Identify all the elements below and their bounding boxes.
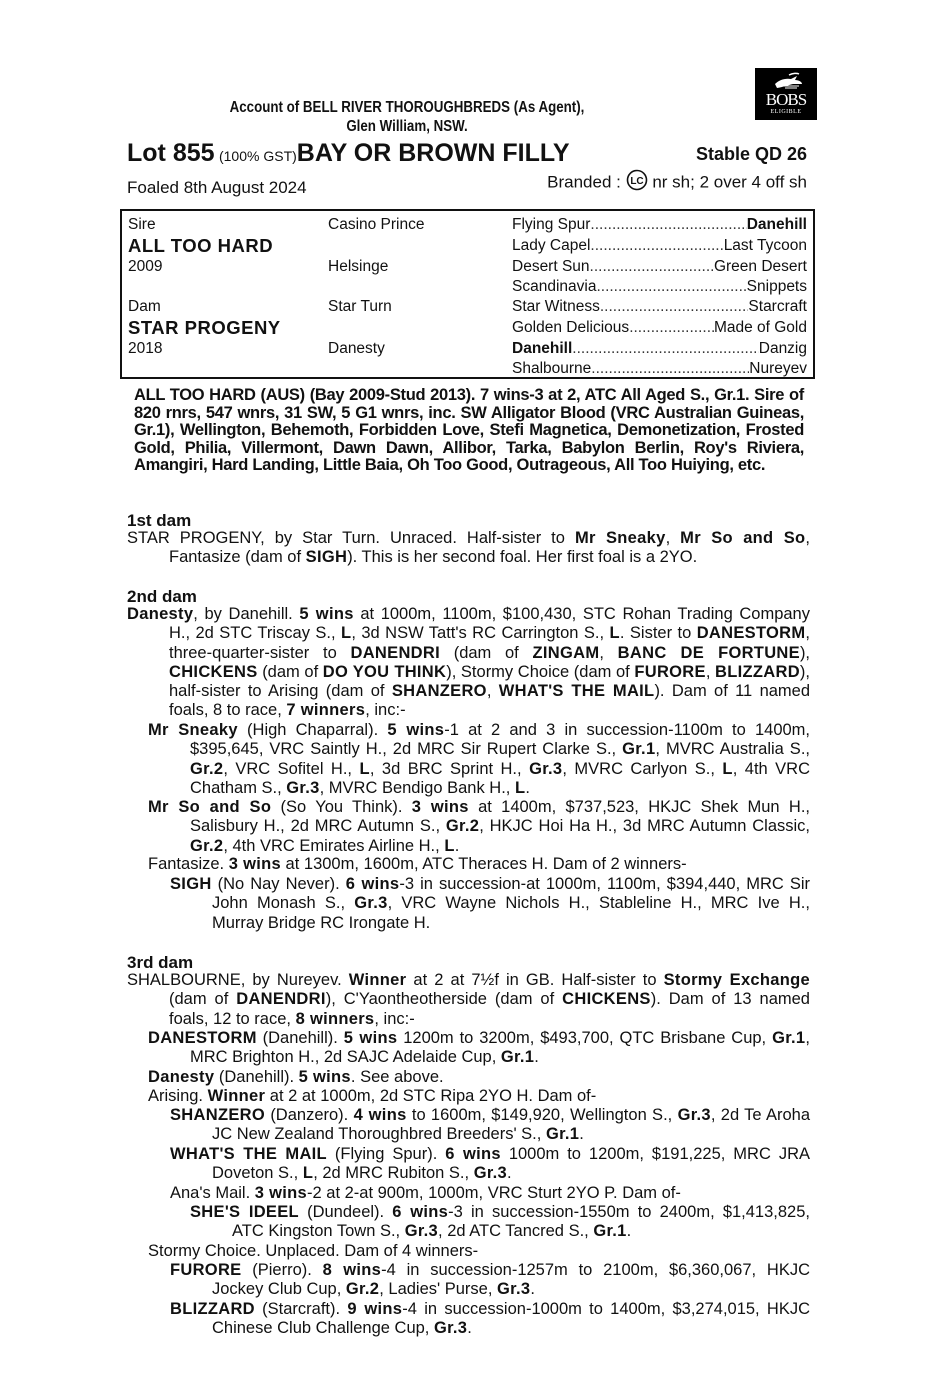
- bold-run: ZINGAM: [532, 643, 600, 662]
- lc-brand-icon: [626, 169, 648, 191]
- text-run: , HKJC Hoi Ha H., 3d MRC Autumn Classic,: [479, 817, 810, 836]
- text-run: (Pierro).: [241, 1261, 323, 1279]
- bold-run: 3 wins: [254, 1184, 308, 1202]
- grandparent-right: Danzig: [758, 340, 807, 357]
- grandparent-right: Starcraft: [748, 298, 807, 315]
- produce-record: [170, 1184, 810, 1203]
- text-run: at 1000m, 1100m, $100,430, STC Rohan Trading Company H., 2d STC Triscay S.,: [169, 605, 810, 643]
- sire-dam: Helsinge: [328, 258, 389, 275]
- foaled-date: Foaled 8th August 2024: [127, 178, 307, 197]
- text-run: .: [467, 1319, 472, 1338]
- bold-run: Mr Sneaky: [148, 721, 238, 739]
- bold-run: L: [722, 759, 733, 778]
- sire-biography: ALL TOO HARD (AUS) (Bay 2009-Stud 2013). 7 wins-3 at 2, ATC All Aged S., Gr.1. Sire of 820 rnrs, 547 wnrs, 31 SW, 5 G1 wnrs, inc. SW Alligator Blood (VRC Australian Guineas, Gr.1), Wellington, Behemoth, Forbidden Love, Stefi Magnetica, Demonetization, Frosted Gold, Philia, Villermont, Dawn Dawn, Allibor, Tarka, Babylon Berlin, Roy's Riviera, Amangiri, Hard Landing, Little Baia, Oh Too Good, Outrageous, All Too Huiying, etc.: [134, 386, 804, 474]
- bobs-eligible-logo: [755, 68, 817, 120]
- bold-run: Danesty: [127, 605, 194, 623]
- logo-subtext: ELIGIBLE: [770, 109, 802, 115]
- bold-run: 8 winners: [295, 1009, 375, 1028]
- bold-run: L: [444, 836, 455, 855]
- first-dam-heading: 1st dam: [127, 511, 192, 530]
- bold-run: Danesty: [148, 1068, 215, 1086]
- text-run: (Dundeel).: [298, 1203, 393, 1221]
- bold-run: WHAT'S THE MAIL: [170, 1145, 327, 1163]
- produce-record: [148, 1242, 810, 1261]
- text-run: Ana's Mail.: [170, 1184, 255, 1202]
- text-run: , MVRC Australia S.,: [655, 740, 810, 759]
- text-run: .: [507, 1164, 512, 1183]
- bold-run: Gr.1: [622, 740, 656, 759]
- bold-run: SIGH: [305, 548, 348, 567]
- logo-text: BOBS: [765, 90, 807, 109]
- bold-run: SHE'S IDEEL: [190, 1203, 299, 1221]
- dam-sire: Star Turn: [328, 298, 392, 315]
- bold-run: DO YOU THINK: [322, 662, 447, 681]
- first-dam-text: [127, 529, 810, 568]
- bold-run: SHANZERO: [391, 682, 487, 701]
- produce-record: [148, 1087, 810, 1106]
- bold-run: L: [514, 778, 526, 797]
- consigner-line-1: Account of BELL RIVER THOROUGHBREDS (As Agent),: [229, 99, 585, 116]
- bold-run: DANENDRI: [350, 643, 440, 662]
- grandparent-right: Nureyev: [749, 360, 807, 377]
- bold-run: DANESTORM: [148, 1029, 257, 1047]
- bold-run: DANESTORM: [696, 624, 806, 643]
- stable-location: Stable QD 26: [695, 144, 807, 164]
- text-run: . Sister to: [619, 624, 697, 643]
- text-run: ). Dam of 11 named foals, 8 to race,: [169, 682, 811, 720]
- bold-run: CHICKENS: [562, 990, 651, 1009]
- grandparent-row: [512, 339, 807, 359]
- bold-run: 7 winners: [286, 701, 366, 720]
- text-run: , 2d Te Aroha JC New Zealand Thoroughbred Breeders' S.,: [212, 1106, 811, 1144]
- sire-year: 2009: [128, 258, 163, 275]
- text-run: -3 in succession-1550m to 2400m, $1,413,825, ATC Kingston Town S.,: [232, 1203, 810, 1241]
- text-run: ,: [599, 643, 618, 662]
- grandparent-right: Danehill: [746, 216, 807, 233]
- grandparent-left: Golden Delicious: [512, 319, 630, 336]
- text-run: (dam of: [257, 662, 323, 681]
- text-run: (Flying Spur).: [326, 1145, 446, 1163]
- text-run: .: [454, 836, 460, 855]
- grandparent-row: [512, 215, 807, 235]
- bold-run: Gr.3: [497, 1280, 531, 1299]
- text-run: at 1300m, 1600m, ATC Theraces H. Dam of 2 winners-: [280, 855, 687, 873]
- text-run: . See above.: [350, 1068, 444, 1086]
- text-run: , MRC Brighton H., 2d SAJC Adelaide Cup,: [190, 1029, 810, 1067]
- dam-year: 2018: [128, 340, 163, 357]
- text-run: , three-quarter-sister to: [169, 624, 811, 662]
- bold-run: BLIZZARD: [170, 1300, 255, 1318]
- text-run: 1000m to 1200m, $191,225, MRC JRA Doveton S.,: [212, 1145, 810, 1183]
- bold-run: Stormy Exchange: [663, 971, 810, 989]
- text-run: (High Chaparral).: [237, 721, 388, 739]
- bold-run: Gr.2: [190, 759, 224, 778]
- text-run: ,: [486, 682, 499, 701]
- grandparent-row: [512, 297, 807, 317]
- bold-run: Winner: [207, 1087, 266, 1105]
- grandparent-left: Scandinavia: [512, 278, 597, 295]
- produce-record: [148, 855, 810, 874]
- text-run: at 1400m, $737,523, HKJC Shek Mun H., Salisbury H., 2d MRC Autumn S.,: [190, 798, 810, 836]
- bold-run: L: [609, 624, 620, 643]
- bold-run: WHAT'S THE MAIL: [498, 682, 655, 701]
- grandparent-row: [512, 236, 807, 256]
- produce-record: [170, 875, 810, 933]
- text-run: ). This is her second foal. Her first foal is a 2YO.: [347, 548, 698, 567]
- lot-line: [127, 139, 810, 169]
- bold-run: Gr.2: [190, 836, 224, 855]
- text-run: ), Stormy Choice (dam of: [446, 662, 635, 681]
- grandparent-right: Snippets: [746, 278, 807, 295]
- text-run: , inc:-: [365, 701, 406, 720]
- text-run: (So You Think).: [271, 798, 412, 816]
- second-dam-heading: 2nd dam: [127, 587, 197, 606]
- text-run: to 1600m, $149,920, Wellington S.,: [406, 1106, 678, 1124]
- bold-run: Gr.1: [772, 1029, 806, 1047]
- bold-run: L: [340, 624, 352, 643]
- consigner-line-2: Glen William, NSW.: [346, 118, 468, 135]
- text-run: -2 at 2-at 900m, 1000m, VRC Sturt 2YO P. Dam of-: [307, 1184, 681, 1202]
- text-run: .: [626, 1222, 632, 1241]
- bold-run: FURORE: [634, 662, 706, 681]
- bold-run: Mr Sneaky: [574, 529, 666, 547]
- text-run: , Ladies' Purse,: [379, 1280, 498, 1299]
- text-run: , 4th VRC Emirates Airline H.,: [223, 836, 445, 855]
- dam-label: Dam: [128, 298, 161, 315]
- bold-run: 5 wins: [387, 721, 445, 739]
- bold-run: 5 wins: [298, 1068, 351, 1086]
- bold-run: Gr.2: [445, 817, 480, 836]
- text-run: ,: [705, 662, 716, 681]
- bold-run: 4 wins: [353, 1106, 407, 1124]
- bold-run: SIGH: [170, 875, 212, 893]
- text-run: (Danehill).: [256, 1029, 344, 1047]
- text-run: -4 in succession-1000m to 1400m, $3,274,015, HKJC Chinese Club Challenge Cup,: [212, 1300, 810, 1338]
- text-run: (Danzero).: [265, 1106, 354, 1124]
- text-run: , 2d MRC Rubiton S.,: [313, 1164, 474, 1183]
- text-run: , 3d BRC Sprint H.,: [369, 759, 530, 778]
- text-run: , 4th VRC Chatham S.,: [190, 759, 810, 797]
- lot-description: BAY OR BROWN FILLY: [296, 139, 570, 167]
- text-run: .: [525, 778, 530, 797]
- text-run: , VRC Sofitel H.,: [223, 759, 360, 778]
- produce-record: [148, 1029, 810, 1068]
- text-run: at 2 at 7½f in GB. Half-sister to: [406, 971, 664, 989]
- consigner: [166, 98, 648, 136]
- bold-run: Gr.3: [529, 759, 563, 778]
- sire-name: ALL TOO HARD: [128, 235, 274, 256]
- grandparent-right: Last Tycoon: [723, 237, 807, 254]
- text-run: (Danehill).: [214, 1068, 299, 1086]
- horse-head-icon: [769, 72, 803, 92]
- text-run: STAR PROGENY, by Star Turn. Unraced. Half-sister to: [127, 529, 575, 547]
- grandparent-row: [512, 277, 807, 297]
- bold-run: 5 wins: [343, 1029, 398, 1047]
- text-run: (dam of: [169, 990, 237, 1009]
- text-run: , by Danehill.: [193, 605, 300, 623]
- text-run: , 3d NSW Tatt's RC Carrington S.,: [351, 624, 610, 643]
- gst-note: (100% GST): [218, 148, 297, 164]
- produce-record: [148, 721, 810, 798]
- grandparent-left: Star Witness: [512, 298, 600, 315]
- text-run: , inc:-: [374, 1009, 415, 1028]
- grandparent-left: Flying Spur: [512, 216, 591, 233]
- grandparent-row: [512, 359, 807, 379]
- text-run: (dam of: [439, 643, 533, 662]
- bold-run: Gr.3: [473, 1164, 507, 1183]
- produce-record: [190, 1203, 810, 1242]
- text-run: .: [530, 1280, 535, 1299]
- third-dam-heading: 3rd dam: [127, 953, 194, 972]
- text-run: Stormy Choice. Unplaced. Dam of 4 winners-: [148, 1242, 479, 1260]
- text-run: , MVRC Bendigo Bank H.,: [319, 778, 515, 797]
- produce-record: [170, 1300, 810, 1339]
- grandparent-row: [512, 257, 807, 277]
- text-run: -4 in succession-1257m to 2100m, $6,360,067, HKJC Jockey Club Cup,: [212, 1261, 810, 1299]
- pedigree-table: [120, 209, 815, 379]
- bold-run: Gr.3: [354, 894, 388, 913]
- bold-run: 6 wins: [345, 875, 400, 893]
- text-run: Fantasize.: [148, 855, 229, 873]
- produce-record: [170, 1145, 810, 1184]
- bold-run: Mr So and So: [680, 529, 806, 547]
- produce-record: [148, 1068, 810, 1087]
- text-run: ), half-sister to Arising (dam of: [169, 662, 811, 701]
- bold-run: 3 wins: [228, 855, 281, 873]
- bold-run: 9 wins: [347, 1300, 403, 1318]
- bold-run: FURORE: [170, 1261, 242, 1279]
- bold-run: L: [302, 1164, 314, 1183]
- bold-run: Gr.1: [593, 1222, 627, 1241]
- bold-run: Gr.1: [545, 1125, 580, 1144]
- text-run: .: [534, 1048, 539, 1067]
- branded-text: nr sh; 2 over 4 off sh: [652, 172, 807, 192]
- text-run: , VRC Wayne Nichols H., Stableline H., MRC Ive H., Murray Bridge RC Irongate H.: [212, 894, 810, 932]
- bold-run: BLIZZARD: [715, 662, 800, 681]
- bold-run: Gr.1: [500, 1048, 535, 1067]
- grandparent-left: Lady Capel: [512, 237, 591, 254]
- text-run: 1200m to 3200m, $493,700, QTC Brisbane Cup,: [397, 1029, 773, 1047]
- produce-record: [127, 605, 810, 721]
- svg-text:LC: LC: [629, 176, 644, 187]
- bold-run: 3 wins: [411, 798, 469, 816]
- sire-label: Sire: [128, 216, 156, 233]
- text-run: ,: [665, 529, 681, 547]
- bold-run: Mr So and So: [148, 798, 272, 816]
- bold-run: 6 wins: [445, 1145, 501, 1163]
- bold-run: Gr.3: [677, 1106, 711, 1124]
- sire-sire: Casino Prince: [328, 216, 425, 233]
- text-run: , MVRC Carlyon S.,: [562, 759, 723, 778]
- dam-dam: Danesty: [328, 340, 385, 357]
- text-run: .: [579, 1125, 584, 1144]
- text-run: ), C'Yaontheotherside (dam of: [325, 990, 563, 1009]
- produce-record: [170, 1261, 810, 1300]
- text-run: , Fantasize (dam of: [169, 529, 811, 567]
- bold-run: Winner: [348, 971, 407, 989]
- text-run: -1 at 2 and 3 in succession-1100m to 1400m, $395,645, VRC Saintly H., 2d MRC Sir Rupert Clarke S.,: [190, 721, 810, 759]
- bold-run: 6 wins: [392, 1203, 449, 1221]
- grandparent-row: [512, 318, 807, 338]
- text-run: ). Dam of 13 named foals, 12 to race,: [169, 990, 810, 1028]
- bold-run: 5 wins: [299, 605, 354, 623]
- grandparent-right: Made of Gold: [713, 319, 807, 336]
- grandparent-right: Green Desert: [713, 258, 807, 275]
- text-run: , 2d ATC Tancred S.,: [438, 1222, 594, 1241]
- bold-run: BANC DE FORTUNE: [617, 643, 800, 662]
- produce-record: [170, 1106, 810, 1145]
- text-run: Arising.: [148, 1087, 208, 1105]
- lot-number: Lot 855: [127, 139, 215, 167]
- bold-run: Gr.2: [345, 1280, 380, 1299]
- branded-label: Branded :: [547, 172, 621, 192]
- text-run: (Starcraft).: [254, 1300, 348, 1318]
- bold-run: DANENDRI: [236, 990, 326, 1009]
- text-run: -3 in succession-at 1000m, 1100m, $394,440, MRC Sir John Monash S.,: [212, 875, 810, 913]
- bold-run: CHICKENS: [169, 662, 258, 681]
- bold-run: Gr.3: [404, 1222, 439, 1241]
- bold-run: Gr.3: [286, 778, 320, 797]
- grandparent-left: Shalbourne: [512, 360, 592, 377]
- bold-run: 8 wins: [322, 1261, 382, 1279]
- bold-run: Gr.3: [433, 1319, 468, 1338]
- grandparent-left: Desert Sun: [512, 258, 590, 275]
- grandparent-left: Danehill: [512, 340, 573, 357]
- text-run: SHALBOURNE, by Nureyev.: [127, 971, 349, 989]
- produce-record: [148, 798, 810, 856]
- bold-run: L: [359, 759, 370, 778]
- dam-name: STAR PROGENY: [128, 317, 281, 338]
- bold-run: SHANZERO: [170, 1106, 265, 1124]
- text-run: ),: [799, 643, 811, 662]
- text-run: (No Nay Never).: [211, 875, 346, 893]
- produce-record: [127, 971, 810, 1029]
- text-run: at 2 at 1000m, 2d STC Ripa 2YO H. Dam of-: [265, 1087, 597, 1105]
- branded-info: [547, 172, 807, 194]
